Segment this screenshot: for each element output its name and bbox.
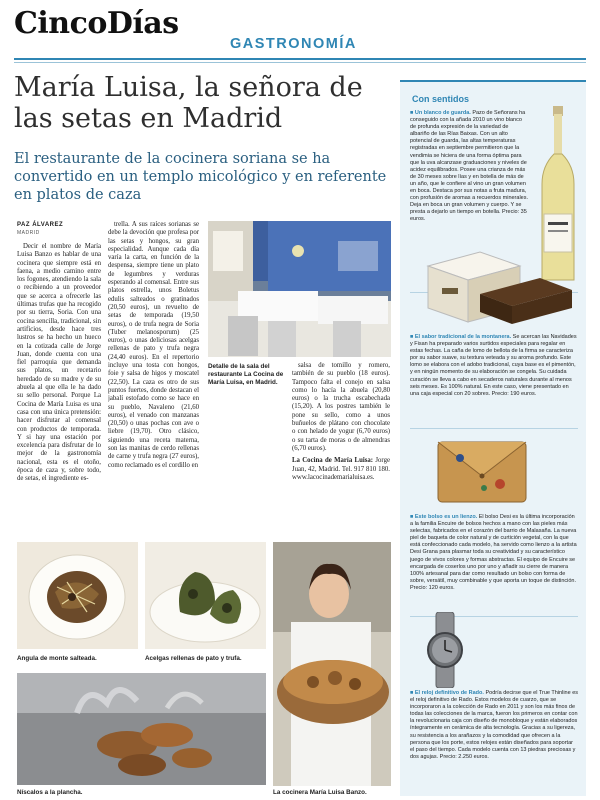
sidebar-item-lead: Este bolso es un lienzo. <box>414 514 478 520</box>
bullet-icon: ■ <box>410 110 415 116</box>
masthead-logo: CincoDías <box>14 6 179 41</box>
bullet-icon: ■ <box>410 334 415 340</box>
handbag-image <box>430 432 534 508</box>
article-text: salsa de tomillo y romero, también de su pueblo (18 euros). Tampoco falta el conejo en salsa como lo hacía la abuela (20,80 euros) o la trucha escabechada (15,20). A los postres también le pone su sello, como a unos buñuelos de plátano con chocolate o con helado de yogur (6,70 euros) o su tarta de moras o de almendras (6,70 euros). <box>292 362 390 452</box>
angula-photo <box>17 542 138 649</box>
article-column-2 <box>108 221 199 551</box>
dining-room-photo <box>208 221 391 357</box>
sidebar-item-text: Se acercan las Navidades y Fisan ha preparado varios surtidos especiales para regalar en estas fechas. La caña de lomo de bellota de la firma se caracteriza por su sabor suave, su textura veteada y su aroma profundo. Este lomo se elabora con el adobo tradicional, cuya base es el pimentón, y en ningún momento de su elaboración se congela. Su cuidada curación se lleva a cabo en secaderos naturales durante al menos seis meses. Es 100% natural. En este caso, viene presentado en una caja especial con 20 sobres. Precio: 190 euros. <box>410 334 577 397</box>
niscalos-photo <box>17 673 266 785</box>
sidebar-title: Con sentidos <box>412 94 470 104</box>
acelgas-caption: Acelgas rellenas de pato y trufa. <box>145 655 242 662</box>
restaurant-name: La Cocina de María Luisa: <box>292 457 374 465</box>
restaurant-info <box>292 457 390 482</box>
sidebar-item-lomo <box>410 334 578 424</box>
subheadline: El restaurante de la cocinera soriana se ha convertido en un templo micológico y en referente en platos de caza <box>14 151 387 203</box>
chef-photo <box>273 542 391 786</box>
section-label: GASTRONOMÍA <box>230 36 357 52</box>
gift-box-image <box>420 244 580 328</box>
chef-caption: La cocinera María Luisa Banzo. <box>273 789 367 796</box>
header-rule-thin <box>14 62 586 63</box>
sidebar-item-lead: El reloj definitivo de Rado. <box>414 690 484 696</box>
restaurant-details: Jorge Juan, 42, Madrid. Tel. 917 810 180. www.lacocinademarialuisa.es. <box>292 457 390 481</box>
niscalos-caption: Níscalos a la plancha. <box>17 789 83 796</box>
bullet-icon: ■ <box>410 690 415 696</box>
header-rule <box>14 58 586 60</box>
sidebar-divider <box>410 428 578 429</box>
article-column-3 <box>292 362 390 552</box>
sidebar-item-bolso <box>410 514 578 612</box>
sidebar-item-text: Pazo de Señorans ha conseguido con la añada 2010 un vino blanco de profunda expresión de la variedad de albariño de las Rías Baixas. Con un alto potencial de guarda, las altas temperaturas registradas en septiembre permitieron que la vendimia se hiciera de una forma óptima para que la uva alcanzase graduaciones y niveles de acidez equilibrados. Posee una crianza de más de 30 meses sobre lías y en botella de más de un año, que le confiere al vino un gran volumen en boca. Destaca por sus notas a fruta madura, con profusión de aromas a recuerdos minerales. Deja en boca un gran volumen y cuerpo. Y se presta a dejarlo un tiempo en botella. Precio: 35 euros. <box>410 110 528 223</box>
article-column-1 <box>17 243 101 548</box>
sidebar-item-text: Podría decirse que el True Thinline es el reloj definitivo de Rado. Estos modelos de cuarzo, que se incorporaron a la colección de Rado en 2011 y son los más finos de todas las colecciones de la marca, fueron los primeros en contar con la revolucionaria caja con diseño de monobloque y están elaborados íntegramente en cerámica de alta tecnología. Gracias a su ligereza, su resistencia a los arañazos y la comodidad que ofrecen a la persona que los porte, estos relojes están diseñados para soportar el paso del tiempo. Cada modelo cuenta con 13 piedras preciosas y dos agujas. Precio: 2.250 euros. <box>410 690 578 760</box>
headline: María Luisa, la señora de las setas en Madrid <box>14 72 363 134</box>
acelgas-photo <box>145 542 266 649</box>
bullet-icon: ■ <box>410 514 415 520</box>
dining-room-caption: Detalle de la sala del restaurante La Cocina de María Luisa, en Madrid. <box>208 363 284 386</box>
watch-image <box>424 612 466 688</box>
sidebar-item-text: El bolso Desi es la última incorporación a la familia Encuire de bolsos hechos a mano con las pieles más selectas, fabricados en el corazón del barrio de Malasaña. La nueva piel de baqueta de color natural y de curtición vegetal, con la que está confeccionado cada modelo, ha servido como lienzo a la artista Desi Grana para plasmar toda su creatividad y su característico juego de vivos colores y formas abstractas. El equipo de Encuire se encargada de coserlos uno por uno y añadir su cierre de manera 100% artesanal para dar como resultado un bolso con forma de sobre, versátil, muy combinable y que aporta un toque de distinción. Precio: 120 euros. <box>410 514 577 591</box>
byline-location: MADRID <box>17 230 40 236</box>
article-text: Decir el nombre de María Luisa Banzo es hablar de una cocinera que siempre está en faena, a medio camino entre los fogones, atendiendo la sala o recibiendo a un proveedor que se acerca a ofrecerle las últimas trufas que ha recogido por su tierra, Soria. Con una cocina sencilla, tradicional, sin artificios, desde hace tres lustros se ha hecho un hueco en la cotizada calle de Jorge Juan, donde cuenta con una fiel parroquia que demanda sus platos, un recetario heredado de su madre y de su abuela al que ella le ha dado su sello personal. Porque La Cocina de María Luisa es una casa con una única pretensión: hacer disfrutar al comensal con productos de temporada. Y si hay una estación por excelencia para disfrutar de lo mejor de la gastronomía nacional, esta es el otoño, época de caza y, sobre todo, de setas, el ingrediente es- <box>17 243 101 483</box>
sidebar-item-reloj <box>410 690 578 794</box>
sidebar-item-lead: Un blanco de guarda. <box>414 110 471 116</box>
angula-caption: Angula de monte salteada. <box>17 655 97 662</box>
byline: PAZ ÁLVAREZ <box>17 222 64 228</box>
article-text: trella. A sus raíces sorianas se debe la devoción que profesa por las setas y hongos, su gran especialidad. Aunque cada día varía la carta, en función de la despensa, siempre tiene un plato de legumbres y verduras esperando al comensal. Entre sus platos estrella, unos Boletus edulis salteados o gratinados (20,50 euros), un revuelto de setas de temporada (19,50 euros), o de trufa negra de Soria (Tuber melanosporum) (25 euros), o unas deliciosas acelgas rellenas de pato y trufa negra (24,40 euros). En el repertorio incluye una tosta con hongos, foie y salsa de higos y moscatel (22,50). La caza es otro de sus puntos fuertes, donde destacan el jabalí estofado como se hace en su pueblo, Navaleno (21,60 euros), el venado con manzanas (20,50) o unas pochas con ave o liebre (19,70). Otro clásico, siguiendo una receta materna, son las manitas de cerdo rellenas de carne y trufa negra (27 euros), como reclamado es el cordillo en <box>108 221 199 469</box>
sidebar-item-lead: El sabor tradicional de la montanera. <box>414 334 512 340</box>
